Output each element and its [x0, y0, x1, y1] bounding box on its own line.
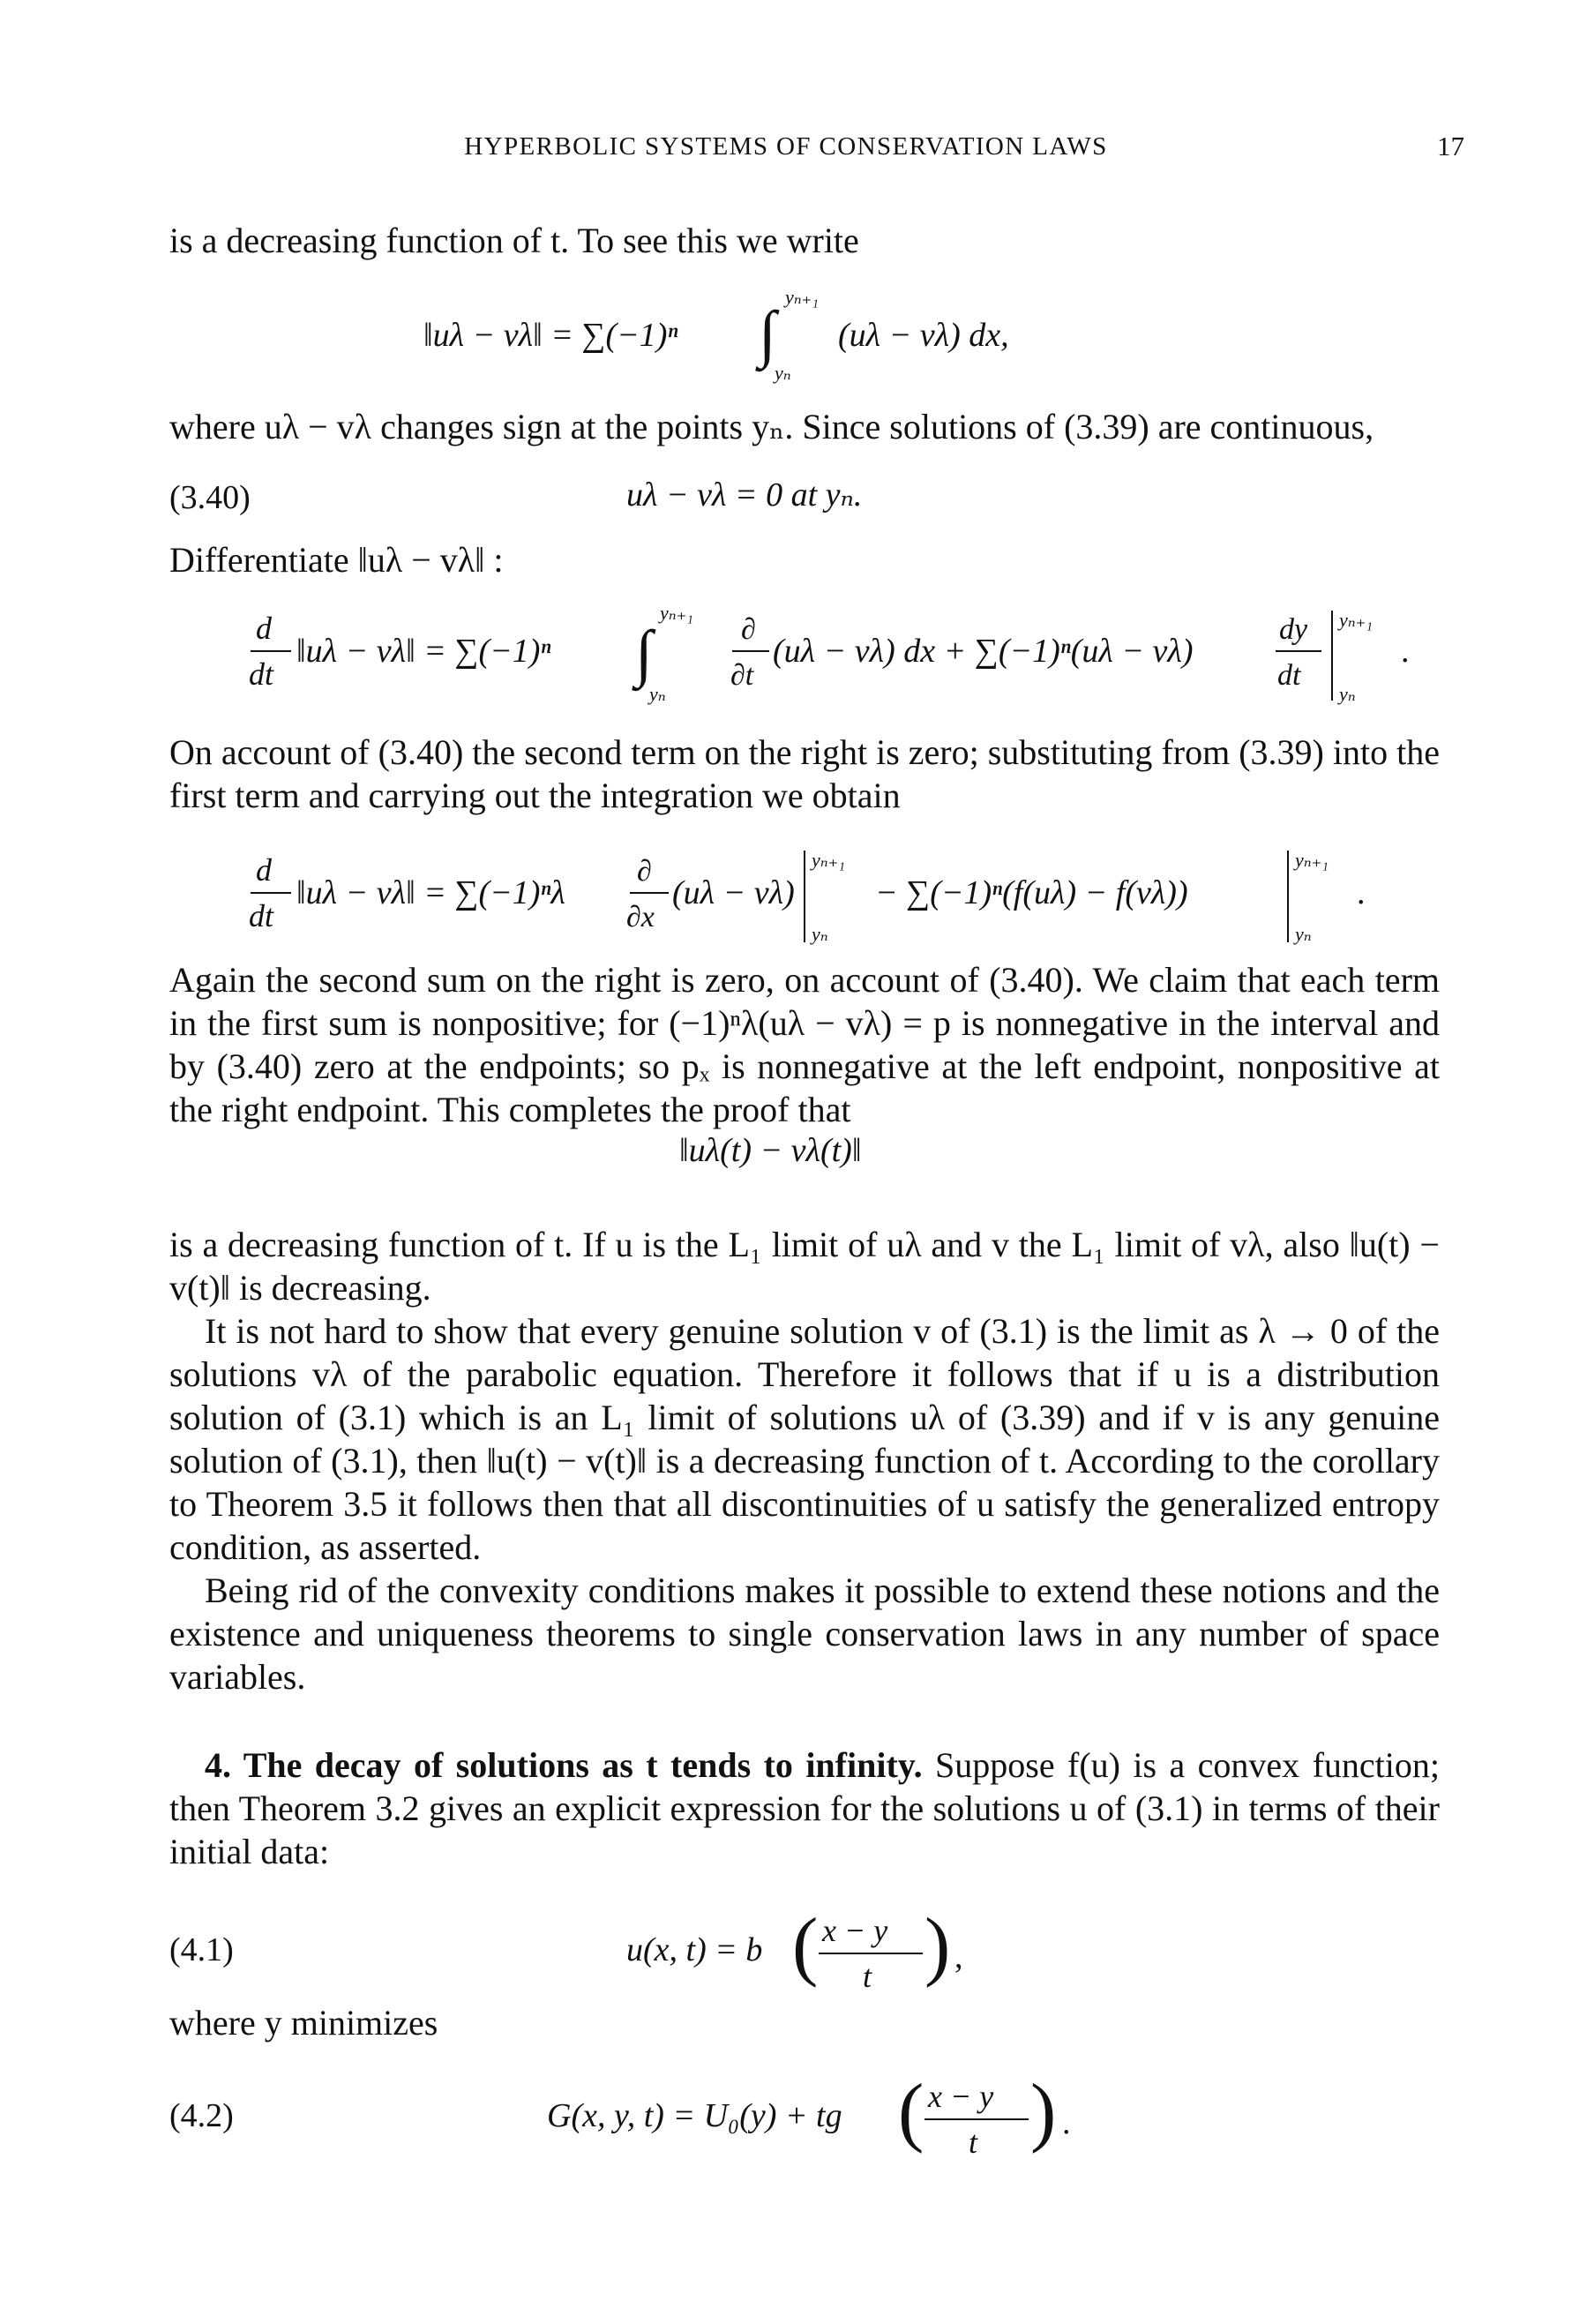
eq-41-lhs: u(x, t) = b	[626, 1931, 763, 1968]
eq-deriv-integral: ∫	[635, 618, 653, 688]
eq-deriv-d: d	[256, 611, 272, 646]
eq-42-end: .	[1062, 2104, 1071, 2141]
eq-deriv-norm: ‖uλ − vλ‖ = ∑(−1)ⁿ	[296, 633, 551, 670]
eq-deriv-partial: ∂	[741, 613, 756, 646]
paragraph-genuine-solution-text: It is not hard to show that every genuine solution v of (3.1) is the limit as λ → 0 of the solutions vλ of the parabolic equation. Therefore it follows that if u is a distribution solution of (3.1) which is an L₁ limit of solutions uλ of (3.39) and if v is any genuine solution of (3.1), then ‖u(t) − v(t)‖ is a decreasing function of t. According to the corollary to Theorem 3.5 it follows then that all discontinuities of u satisfy the generalized entropy condition, as asserted.	[169, 1311, 1440, 1567]
eq-deriv-lower-limit: yₙ	[649, 683, 666, 705]
equation-label-3-40: (3.40)	[169, 479, 251, 516]
eq-deriv-dy: dy	[1279, 613, 1308, 646]
equation-label-4-1: (4.1)	[169, 1931, 234, 1968]
eq-int-end: .	[1357, 874, 1366, 911]
eq-41-right-paren: )	[924, 1903, 951, 1989]
paragraph-convexity-text: Being rid of the convexity conditions makes it possible to extend these notions and the existence and uniqueness theorems to single conservation laws in any number of space variables.	[169, 1571, 1440, 1697]
paragraph-claim-nonpositive: Again the second sum on the right is zero, on account of (3.40). We claim that each term in the first sum is nonpositive; for (−1)ⁿλ(uλ − vλ) = p is nonnegative in the interval and by (3.40) zero at the endpoints; so pₓ is nonnegative at the left endpoint, nonpositive at the right endpoint. This completes the proof that	[169, 960, 1440, 1129]
eq-42-lhs: G(x, y, t) = U₀(y) + tg	[547, 2097, 842, 2134]
eq-int-d: d	[256, 852, 272, 888]
paragraph-intro: is a decreasing function of t. To see this we write	[169, 221, 859, 260]
eq-norm-lower-limit: yₙ	[775, 362, 791, 384]
paragraph-section-4	[169, 1743, 1440, 1873]
eq-41-end: ,	[954, 1938, 963, 1975]
eq-deriv-integrand: (uλ − vλ) dx + ∑(−1)ⁿ(uλ − vλ)	[773, 633, 1194, 670]
eq-deriv-eval-lower: yₙ	[1339, 683, 1356, 705]
eq-norm-integrand: (uλ − vλ) dx,	[838, 317, 1009, 354]
running-header-title: HYPERBOLIC SYSTEMS OF CONSERVATION LAWS	[464, 132, 1108, 161]
eq-int-eval-lower-2: yₙ	[1295, 923, 1312, 945]
page-number: 17	[1437, 131, 1464, 161]
paragraph-sign-change: where uλ − vλ changes sign at the points yₙ. Since solutions of (3.39) are continuous,	[169, 407, 1374, 446]
eq-deriv-partial-t: ∂t	[730, 659, 754, 692]
eq-int-eval-lower-1: yₙ	[812, 923, 828, 945]
paragraph-decreasing: is a decreasing function of t. If u is the L₁ limit of uλ and v the L₁ limit of vλ, also ‖u(t) − v(t)‖ is decreasing.	[169, 1225, 1440, 1308]
eq-deriv-eval-upper: yₙ₊₁	[1339, 609, 1373, 631]
eq-int-part3: − ∑(−1)ⁿ(f(uλ) − f(vλ))	[875, 874, 1188, 911]
paragraph-genuine-solution	[169, 1309, 1440, 1569]
eq-norm-lhs: ‖uλ − vλ‖ = ∑(−1)ⁿ	[423, 317, 678, 354]
equation-label-4-2: (4.2)	[169, 2097, 234, 2134]
equation-4-1	[626, 1897, 997, 2003]
section-heading: 4. The decay of solutions as t tends to infinity.	[205, 1745, 923, 1785]
eq-41-left-paren: (	[792, 1903, 819, 1989]
eq-42-num: x − y	[928, 2079, 994, 2114]
equation-norm-t: ‖uλ(t) − vλ(t)‖	[679, 1132, 862, 1169]
eq-deriv-upper-limit: yₙ₊₁	[660, 602, 693, 624]
eq-42-left-paren: (	[898, 2069, 924, 2155]
paragraph-section-4-text: Suppose f(u) is a convex function; then Theorem 3.2 gives an explicit expression for the solutions u of (3.1) in terms of their initial data:	[169, 1745, 1440, 1871]
eq-int-partial: ∂	[637, 855, 652, 888]
eq-int-part2: (uλ − vλ)	[672, 874, 795, 911]
eq-deriv-dt: dt	[249, 656, 274, 692]
eq-deriv-end: .	[1401, 633, 1410, 670]
eq-int-dt: dt	[249, 898, 274, 933]
eq-int-partial-x: ∂x	[626, 901, 655, 933]
eq-norm-upper-limit: yₙ₊₁	[785, 286, 819, 308]
eq-norm-integral: ∫	[759, 298, 776, 369]
eq-42-den: t	[969, 2125, 978, 2160]
eq-41-num: x − y	[822, 1913, 888, 1948]
eq-42-right-paren: )	[1030, 2069, 1057, 2155]
equation-4-2	[547, 2061, 1112, 2167]
eq-41-den: t	[863, 1959, 872, 1994]
eq-int-eval-upper-2: yₙ₊₁	[1295, 849, 1329, 871]
paragraph-differentiate: Differentiate ‖uλ − vλ‖ :	[169, 540, 504, 580]
equation-3-40: uλ − vλ = 0 at yₙ.	[626, 476, 863, 514]
equation-integrated	[238, 836, 1464, 951]
equation-norm-sum	[406, 284, 1200, 390]
eq-int-eval-upper-1: yₙ₊₁	[812, 849, 845, 871]
paragraph-second-term: On account of (3.40) the second term on the right is zero; substituting from (3.39) into the first term and carrying out the integration we obtain	[169, 732, 1440, 815]
equation-derivative	[238, 593, 1464, 716]
eq-int-part1: ‖uλ − vλ‖ = ∑(−1)ⁿλ	[296, 874, 565, 911]
paragraph-minimizes: where y minimizes	[169, 2003, 438, 2043]
paragraph-convexity	[169, 1569, 1440, 1698]
eq-deriv-dt2: dt	[1277, 659, 1301, 692]
